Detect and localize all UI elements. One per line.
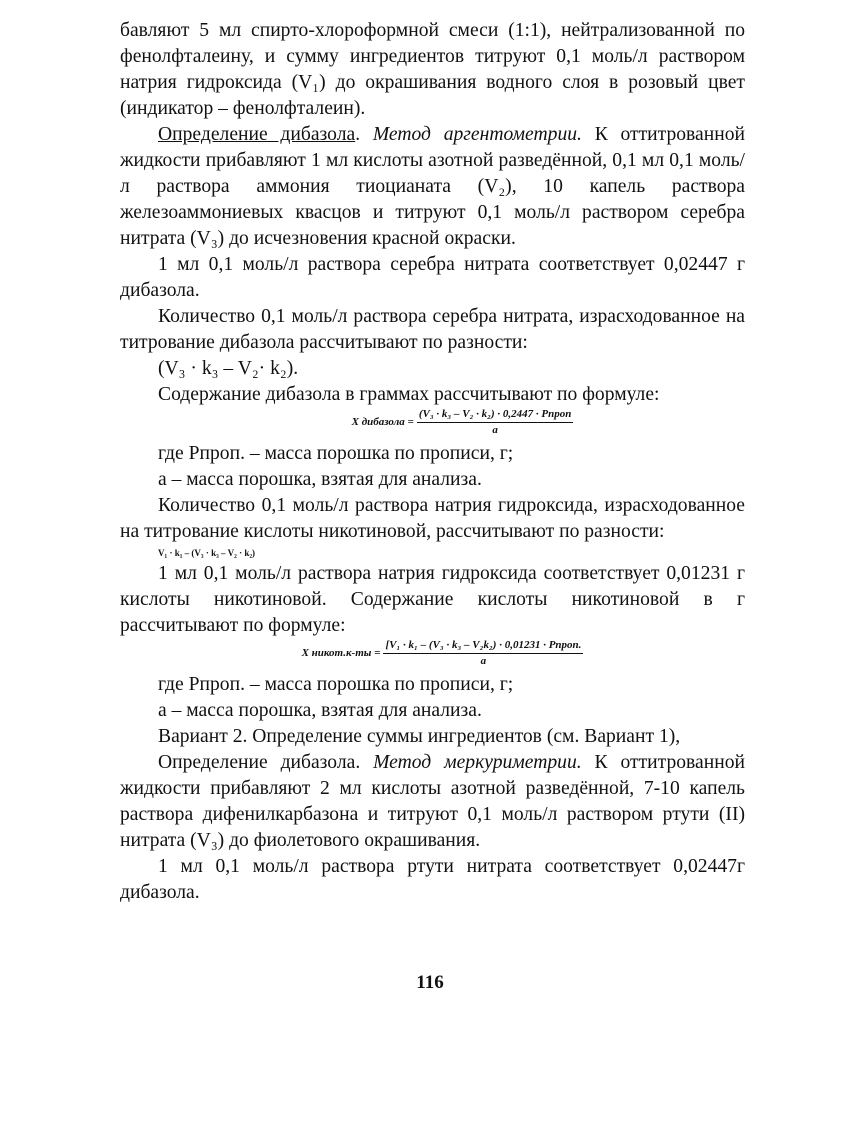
paragraph: где Pпроп. – масса порошка по прописи, г; xyxy=(158,674,514,695)
paragraph: где Pпроп. – масса порошка по прописи, г; xyxy=(158,443,514,464)
paragraph: Количество 0,1 моль/л раствора серебра нитрата, израсходованное на титрование дибазола рассчитывают по разности: xyxy=(120,306,745,353)
paragraph-dibazol-mercurimetry xyxy=(120,750,745,854)
paragraph: а – масса порошка, взятая для анализа. xyxy=(158,469,482,490)
formula-fraction xyxy=(417,408,574,437)
paragraph-text: К оттитрованной жидкости прибавляют 1 мл кислоты азотной разведённой, 0,1 мл 0,1 моль/л раствора аммония тиоцианата (V₂), 10 капель раствора железоаммониевых квасцов и титруют 0,1 моль/л раствором серебра нитрата (V₃) до исчезновения красной окраски. xyxy=(120,124,746,249)
page-body xyxy=(120,18,745,906)
paragraph: Вариант 2. Определение суммы ингредиентов (см. Вариант 1), xyxy=(158,726,681,747)
paragraph-dibazol-argentometry: Определение дибазола. Метод аргентометрии. К оттитрованной жидкости прибавляют 1 мл кислоты азотной разведённой, 0,1 мл 0,1 моль/л раствора аммония тиоцианата (V₂), 10 капель раствора железоаммониевых квасцов и титруют 0,1 моль/л раствором серебра нитрата (V₃) до исчезновения красной окраски. xyxy=(120,124,746,249)
formula-lhs: X дибазола = xyxy=(351,416,414,428)
paragraph: (V₃ · k₃ – V₂· k₂). xyxy=(158,358,299,379)
page-number: 116 xyxy=(416,972,444,993)
section-title: Определение дибазола. xyxy=(158,752,361,773)
formula-fraction xyxy=(383,639,583,668)
formula-lhs: X никот.к-ты = xyxy=(301,647,381,659)
formula-numerator: (V₃ · k₃ – V₂ · k₂) · 0,2447 · Pпроп xyxy=(417,408,574,423)
paragraph: Количество 0,1 моль/л раствора натрия гидроксида, израсходованное на титрование кислоты никотиновой, рассчитывают по разности: xyxy=(120,495,745,542)
formula-dibazol xyxy=(120,408,745,437)
formula-numerator: [V₁ · k₁ – (V₃ · k₃ – V₂k₂) · 0,01231 · Pпроп. xyxy=(383,639,583,654)
formula-denominator: a xyxy=(480,655,487,667)
paragraph: 1 мл 0,1 моль/л раствора ртути нитрата соответствует 0,02447г дибазола. xyxy=(120,856,745,903)
paragraph: 1 мл 0,1 моль/л раствора натрия гидроксида соответствует 0,01231 г кислоты никотиновой. Содержание кислоты никотиновой в г рассчитывают по формуле: xyxy=(120,563,745,636)
paragraph-text: К оттитрованной жидкости прибавляют 2 мл кислоты азотной разведённой, 7-10 капель раствора дифенилкарбазона и титруют 0,1 моль/л раствором ртути (II) нитрата (V₃) до фиолетового окрашивания. xyxy=(120,752,746,851)
paragraph: 1 мл 0,1 моль/л раствора серебра нитрата соответствует 0,02447 г дибазола. xyxy=(120,254,745,301)
formula-denominator: a xyxy=(492,424,498,436)
paragraph: бавляют 5 мл спирто-хлороформной смеси (1:1), нейтрализованной по фенолфталеину, и сумму ингредиентов титруют 0,1 моль/л раствором натрия гидроксида (V₁) до окрашивания водного слоя в розовый цвет (индикатор – фенолфталеин). xyxy=(120,20,745,119)
difference-expression: V₁ · k₁ – (V₃ · k₃ – V₂ · k₂) xyxy=(158,548,256,558)
formula-nicotinic-acid xyxy=(120,639,745,668)
section-title: Определение дибазола xyxy=(158,124,356,145)
method-name: Метод аргентометрии. xyxy=(372,124,582,145)
method-name: Метод меркуриметрии. xyxy=(373,752,582,773)
paragraph: Содержание дибазола в граммах рассчитывают по формуле: xyxy=(158,384,660,405)
paragraph: а – масса порошка, взятая для анализа. xyxy=(158,700,482,721)
